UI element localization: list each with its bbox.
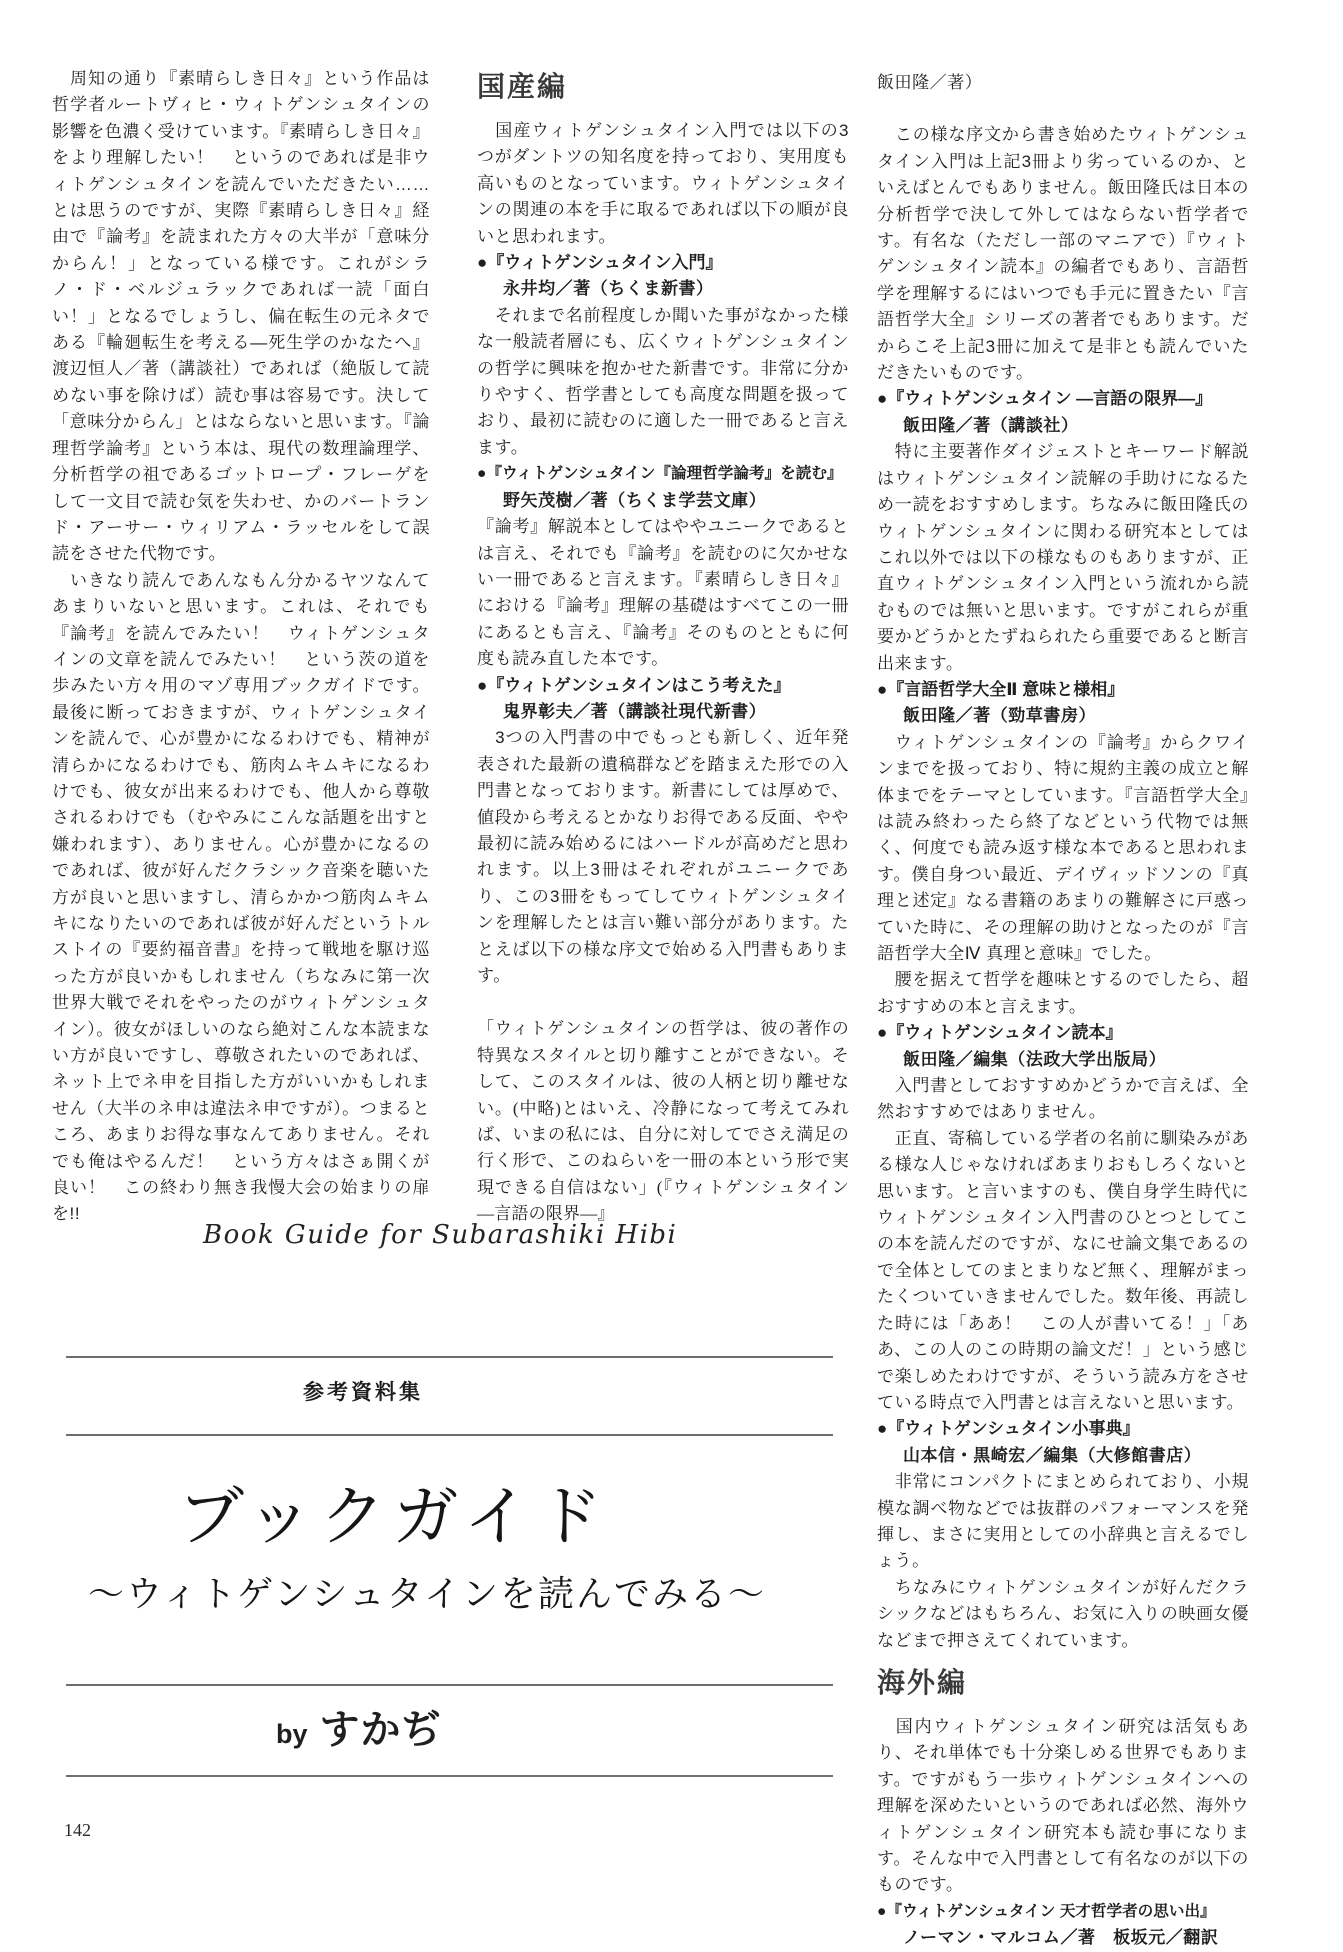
middle-column (477, 70, 849, 1228)
quotation: 「ウィトゲンシュタインの哲学は、彼の著作の特異なスタイルと切り離すことができない。そして、このスタイルは、彼の人柄と切り離せない。(中略)とはいえ、冷静になって考えてみれば、いまの私には、自分に対してでさえ満足の行く形で、このねらいを一冊の本という形で実現できる自信はない」(『ウィトゲンシュタイン ―言語の限界―』 (477, 1019, 849, 1224)
paragraph: 『論考』解説本としてはややユニークであるとは言え、それでも『論考』を読むのに欠かせない一冊であると言えます。『素晴らしき日々』における『論考』理解の基礎はすべてこの一冊にあるとも言え、『論考』そのものとともに何度も読み直した本です。 (477, 517, 849, 669)
paragraph: 3つの入門書の中でもっとも新しく、近年発表された最新の遺稿群などを踏まえた形での入門書となっております。新書にしては厚めで、値段から考えるとかなりお得である反面、やや最初に読み始めるにはハードルが高めだと思われます。以上3冊はそれぞれがユニークであり、この3冊をもってしてウィトゲンシュタインを理解したとは言い難い部分があります。たとえば以下の様な序文で始める入門書もあります。 (477, 728, 849, 985)
continuation-line: 飯田隆／著） (877, 73, 983, 92)
right-column (877, 70, 1249, 1952)
paragraph: いきなり読んであんなもん分かるヤツなんてあまりいないと思います。これは、それでも『論考』を読んでみたい！ ウィトゲンシュタインの文章を読んでみたい！ という茨の道を歩みたい方々用のマゾ専用ブックガイドです。最後に断っておきますが、ウィトゲンシュタインを読んで、心が豊かになるわけでも、精神が清らかになるわけでも、筋肉ムキムキになるわけでも、彼女が出来るわけでも、他人から尊敬されるわけでも（むやみにこんな話題を出すと嫌われます）、ありません。心が豊かになるのであれば、彼が好んだクラシック音楽を聴いた方が良いと思いますし、清らかかつ筋肉ムキムキになりたいのであれば彼が好んだというトルストイの『要約福音書』を持って戦地を駆け巡った方が良いかもしれません（ちなみに第一次世界大戦でそれをやったのがウィトゲンシュタイン）。彼女がほしいのなら絶対こんな本読まない方が良いですし、尊敬されたいのであれば、ネット上でネ申を目指した方がいいかもしれません（大半のネ申は違法ネ申ですが）。つまるところ、あまりお得な事なんてありません。それでも俺はやるんだ！ という方々はさぁ開くが良い！ この終わり無き我慢大会の始まりの扉を!! (52, 570, 430, 1224)
book-author-line: 山本信・黒崎宏／編集（大修館書店） (903, 1445, 1202, 1465)
paragraph: 国産ウィトゲンシュタイン入門では以下の3つがダントツの知名度を持っており、実用度も高いものとなっています。ウィトゲンシュタインの関連の本を手に取るであれば以下の順が良いと思われます。 (477, 121, 849, 246)
book-entry-bullet: ●『ウィトゲンシュタイン小事典』 (877, 1419, 1140, 1439)
paragraph: 非常にコンパクトにまとめられており、小規模な調べ物などでは抜群のパフォーマンスを発揮し、まさに実用としての小辞典と言えるでしょう。 (877, 1472, 1249, 1571)
paragraph: ウィトゲンシュタインの『論考』からクワインまでを扱っており、特に規約主義の成立と解体までをテーマとしています。『言語哲学大全』は読み終わったら終了などという代物では無く、何度でも読み返す様な本であると思われます。僕自身つい最近、デイヴィッドソンの『真理と述定』なる書籍のあまりの難解さに戸惑っていた時に、その理解の助けとなったのが『言語哲学大全Ⅳ 真理と意味』でした。 (877, 732, 1249, 963)
byline (276, 1698, 443, 1755)
section-header: 国産編 (477, 71, 568, 102)
script-caption: Book Guide for Subarashiki Hibi (203, 1220, 678, 1250)
book-author-line: 飯田隆／著（講談社） (903, 415, 1079, 435)
book-author-line: 飯田隆／著（勁草書房） (903, 706, 1097, 726)
paragraph: 周知の通り『素晴らしき日々』という作品は哲学者ルートヴィヒ・ウィトゲンシュタインの影響を色濃く受けています。『素晴らしき日々』をより理解したい！ というのであれば是非ウィトゲンシュタインを読んでいただきたい……とは思うのですが、実際『素晴らしき日々』経由で『論考』を読まれた方々の大半が「意味分からん！」となっている様です。これがシラノ・ド・ベルジュラックであれば一読「面白い！」となるでしょうし、偏在転生の元ネタである『輪廻転生を考える―死生学のかなたへ』渡辺恒人／著（講談社）であれば（絶版して読めない事を除けば）読む事は容易です。決して「意味分からん」とはならないと思います。『論理哲学論考』という本は、現代の数理論理学、分析哲学の祖であるゴットロープ・フレーゲをして一文目で読む気を失わせ、かのバートランド・アーサー・ウィリアム・ラッセルをして誤読をさせた代物です。 (52, 69, 430, 564)
book-entry-bullet: ●『言語哲学大全Ⅱ 意味と様相』 (877, 679, 1125, 699)
paragraph: ちなみにウィトゲンシュタインが好んだクラシックなどはもちろん、お気に入りの映画女優などまで押さえてくれています。 (877, 1577, 1249, 1650)
left-column (52, 66, 430, 1228)
paragraph: 正直、寄稿している学者の名前に馴染みがある様な人じゃなければあまりおもしろくないと思います。と言いますのも、僕自身学生時代にウィトゲンシュタイン入門書のひとつとしてこの本を読んだのですが、なにせ論文集であるので全体としてのまとまりなど無く、理解がまったくついていきませんでした。数年後、再読した時には「ああ！ この人が書いてる！」「ああ、この人のこの時期の論文だ！」という感じで楽しめたわけですが、そういう読み方をさせている時点で入門書とは言えないと思います。 (877, 1128, 1249, 1412)
divider-rule-above-byline (66, 1684, 833, 1686)
book-entry-bullet: ●『ウィトゲンシュタイン ―言語の限界―』 (877, 389, 1213, 409)
book-author-line: 永井均／著（ちくま新書） (503, 279, 714, 299)
paragraph: この様な序文から書き始めたウィトゲンシュタイン入門は上記3冊より劣っているのか、といえばとんでもありません。飯田隆氏は日本の分析哲学で決して外してはならない哲学者です。有名な（ただし一部のマニアで）『ウィトゲンシュタイン読本』の編者でもあり、言語哲学を理解するにはいつでも手元に置きたい『言語哲学大全』シリーズの著者でもあります。だからこそ上記3冊に加えて是非とも読んでいただきたいものです。 (877, 125, 1249, 383)
byline-name: すかぢ (319, 1708, 443, 1752)
divider-rule-under-label (66, 1434, 833, 1436)
book-author-line: 野矢茂樹／著（ちくま学芸文庫） (503, 490, 767, 510)
divider-rule-top (66, 1356, 833, 1358)
book-entry-bullet: ●『ウィトゲンシュタイン 天才哲学者の思い出』 (877, 1902, 1216, 1920)
paragraph: 腰を据えて哲学を趣味とするのでしたら、超おすすめの本と言えます。 (877, 970, 1249, 1016)
book-entry-bullet: ●『ウィトゲンシュタイン入門』 (477, 253, 723, 273)
section-label: 参考資料集 (303, 1381, 423, 1404)
paragraph: 特に主要著作ダイジェストとキーワード解説はウィトゲンシュタイン読解の手助けになるため一読をおすすめします。ちなみに飯田隆氏のウィトゲンシュタインに関わる研究本としてはこれ以外では以下の様なものもありますが、正直ウィトゲンシュタイン入門という流れから読むものでは無いと思います。ですがこれらが重要かどうかとたずねられたら重要であると断言出来ます。 (877, 442, 1249, 673)
page-title: ブックガイド (178, 1481, 610, 1554)
page-subtitle: ～ウィトゲンシュタインを読んでみる～ (88, 1574, 767, 1614)
divider-rule-below-byline (66, 1775, 833, 1777)
book-entry-bullet: ●『ウィトゲンシュタイン読本』 (877, 1023, 1123, 1043)
byline-prefix: by (276, 1719, 308, 1749)
book-entry-bullet: ●『ウィトゲンシュタイン『論理哲学論考』を読む』 (477, 465, 843, 483)
book-author-line: ノーマン・マルコム／著 板坂元／翻訳 (903, 1928, 1219, 1948)
paragraph: 国内ウィトゲンシュタイン研究は活気もあり、それ単体でも十分楽しめる世界でもあります。ですがもう一歩ウィトゲンシュタインへの理解を深めたいというのであれば必然、海外ウィトゲンシュタイン研究本も読む事になります。そんな中で入門書として有名なのが以下のものです。 (877, 1716, 1249, 1895)
spacer (877, 96, 1249, 122)
book-entry-bullet: ●『ウィトゲンシュタインはこう考えた』 (477, 675, 791, 695)
book-author-line: 飯田隆／編集（法政大学出版局） (903, 1049, 1167, 1069)
section-header: 海外編 (877, 1666, 968, 1698)
page-number: 142 (64, 1820, 91, 1840)
book-author-line: 鬼界彰夫／著（講談社現代新書） (503, 701, 767, 721)
paragraph: 入門書としておすすめかどうかで言えば、全然おすすめではありません。 (877, 1076, 1249, 1122)
paragraph: それまで名前程度しか聞いた事がなかった様な一般読者層にも、広くウィトゲンシュタインの哲学に興味を抱かせた新書です。非常に分かりやすく、哲学書としても高度な問題を扱っており、最初に読むのに適した一冊であると言えます。 (477, 305, 849, 457)
